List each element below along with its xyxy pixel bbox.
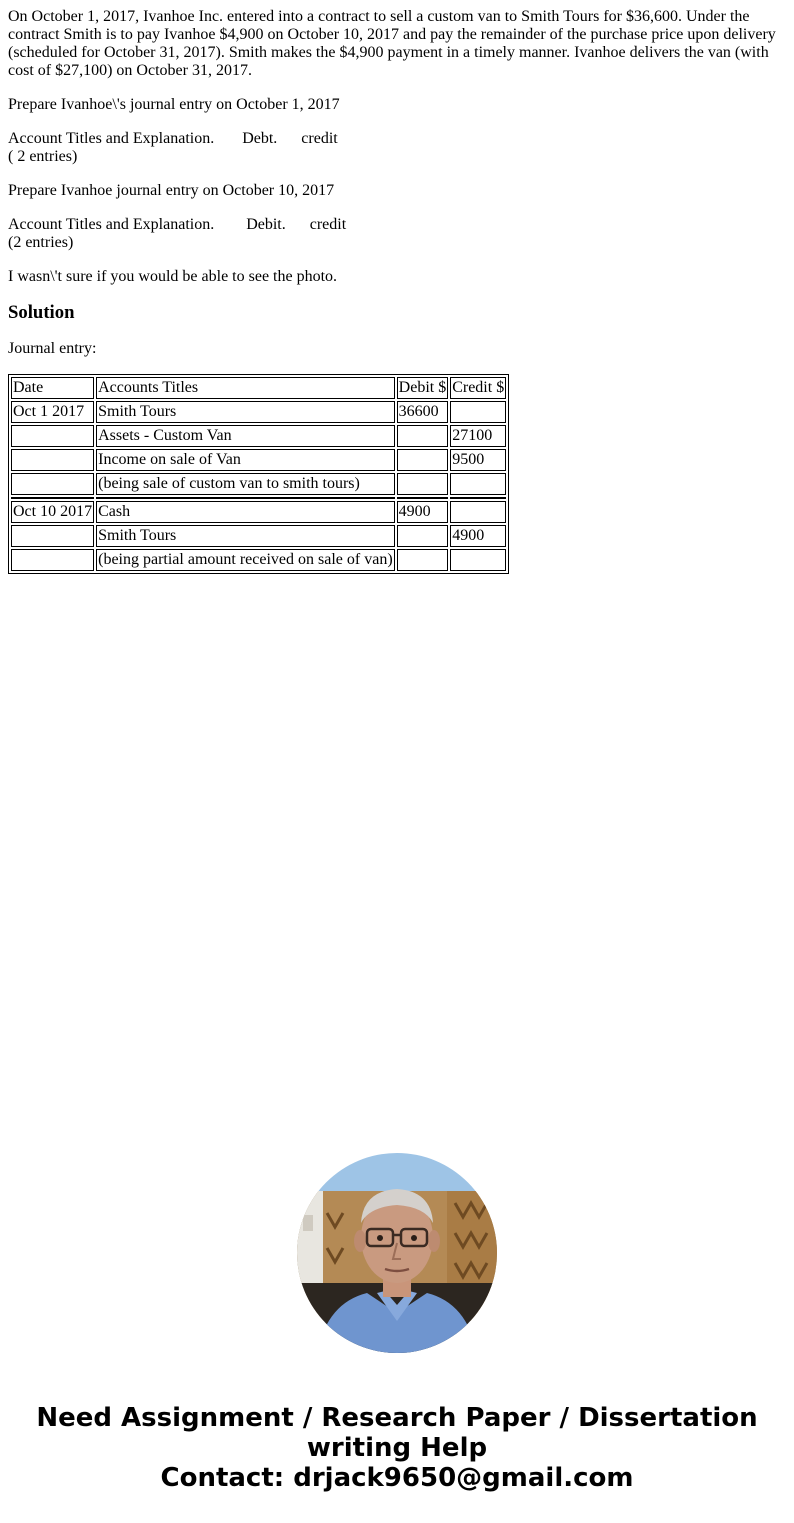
header-debit: Debit $: [397, 377, 449, 399]
prompt-oct-1: Prepare Ivanhoe\'s journal entry on October 1, 2017: [8, 96, 340, 113]
separator-cell: [11, 497, 94, 499]
question-paragraph: On October 1, 2017, Ivanhoe Inc. entered into a contract to sell a custom van to Smith Tours for $36,600. Under the contract Smith is to pay Ivanhoe $4,900 on October 10, 2017 and pay the remainder of the purchase price upon delivery (scheduled for October 31, 2017). Smith makes the $4,900 payment in a timely manner. Ivanhoe delivers the van (with cost of $27,100) on October 31, 2017.: [8, 8, 776, 79]
separator-cell: [397, 497, 449, 499]
question-content: [8, 8, 786, 574]
header-credit: Credit $: [450, 377, 506, 399]
cell-account: (being sale of custom van to smith tours): [96, 473, 395, 495]
cell-date: Oct 1 2017: [11, 401, 94, 423]
cell-date: [11, 449, 94, 471]
cell-date: Oct 10 2017: [11, 501, 94, 523]
entries-note: (2 entries): [8, 234, 74, 251]
table-row: [11, 473, 506, 495]
cell-date: [11, 473, 94, 495]
promo-footer: [0, 1403, 794, 1493]
entries-note: ( 2 entries): [8, 148, 78, 165]
column-header-line: Account Titles and Explanation. Debit. credit: [8, 216, 347, 233]
cell-account: Smith Tours: [96, 401, 395, 423]
table-row: [11, 425, 506, 447]
cell-credit: [450, 473, 506, 495]
cell-date: [11, 549, 94, 571]
entry-template-oct-1: [8, 130, 786, 166]
table-header-row: [11, 377, 506, 399]
table-row: [11, 549, 506, 571]
separator-cell: [96, 497, 395, 499]
cell-credit: [450, 549, 506, 571]
journal-entry-table: [8, 374, 509, 574]
cell-debit: 4900: [397, 501, 449, 523]
cell-credit: 27100: [450, 425, 506, 447]
cell-debit: [397, 425, 449, 447]
table-row: [11, 525, 506, 547]
table-row: [11, 501, 506, 523]
cell-credit: [450, 401, 506, 423]
cell-date: [11, 525, 94, 547]
entry-template-oct-10: [8, 216, 786, 252]
cell-debit: [397, 525, 449, 547]
table-row: [11, 449, 506, 471]
cell-date: [11, 425, 94, 447]
author-portrait-image: [297, 1153, 497, 1353]
header-date: Date: [11, 377, 94, 399]
cell-credit: [450, 501, 506, 523]
table-separator-row: [11, 497, 506, 499]
header-accounts: Accounts Titles: [96, 377, 395, 399]
promo-line-1: Need Assignment / Research Paper / Dissertation: [36, 1403, 758, 1433]
promo-line-2: writing Help: [306, 1433, 488, 1463]
cell-account: Cash: [96, 501, 395, 523]
separator-cell: [450, 497, 506, 499]
closing-remark: I wasn\'t sure if you would be able to see the photo.: [8, 268, 338, 285]
prompt-oct-10: Prepare Ivanhoe journal entry on October 10, 2017: [8, 182, 335, 199]
cell-debit: 36600: [397, 401, 449, 423]
cell-account: Smith Tours: [96, 525, 395, 547]
cell-account: (being partial amount received on sale of van): [96, 549, 395, 571]
cell-debit: [397, 549, 449, 571]
cell-credit: 9500: [450, 449, 506, 471]
cell-account: Assets - Custom Van: [96, 425, 395, 447]
cell-debit: [397, 473, 449, 495]
column-header-line: Account Titles and Explanation. Debt. credit: [8, 130, 338, 147]
solution-intro: Journal entry:: [8, 340, 97, 357]
solution-heading: Solution: [8, 302, 75, 323]
author-photo: [297, 1153, 497, 1353]
table-row: [11, 401, 506, 423]
cell-debit: [397, 449, 449, 471]
cell-credit: 4900: [450, 525, 506, 547]
cell-account: Income on sale of Van: [96, 449, 395, 471]
promo-contact-line: Contact: drjack9650@gmail.com: [160, 1463, 634, 1493]
